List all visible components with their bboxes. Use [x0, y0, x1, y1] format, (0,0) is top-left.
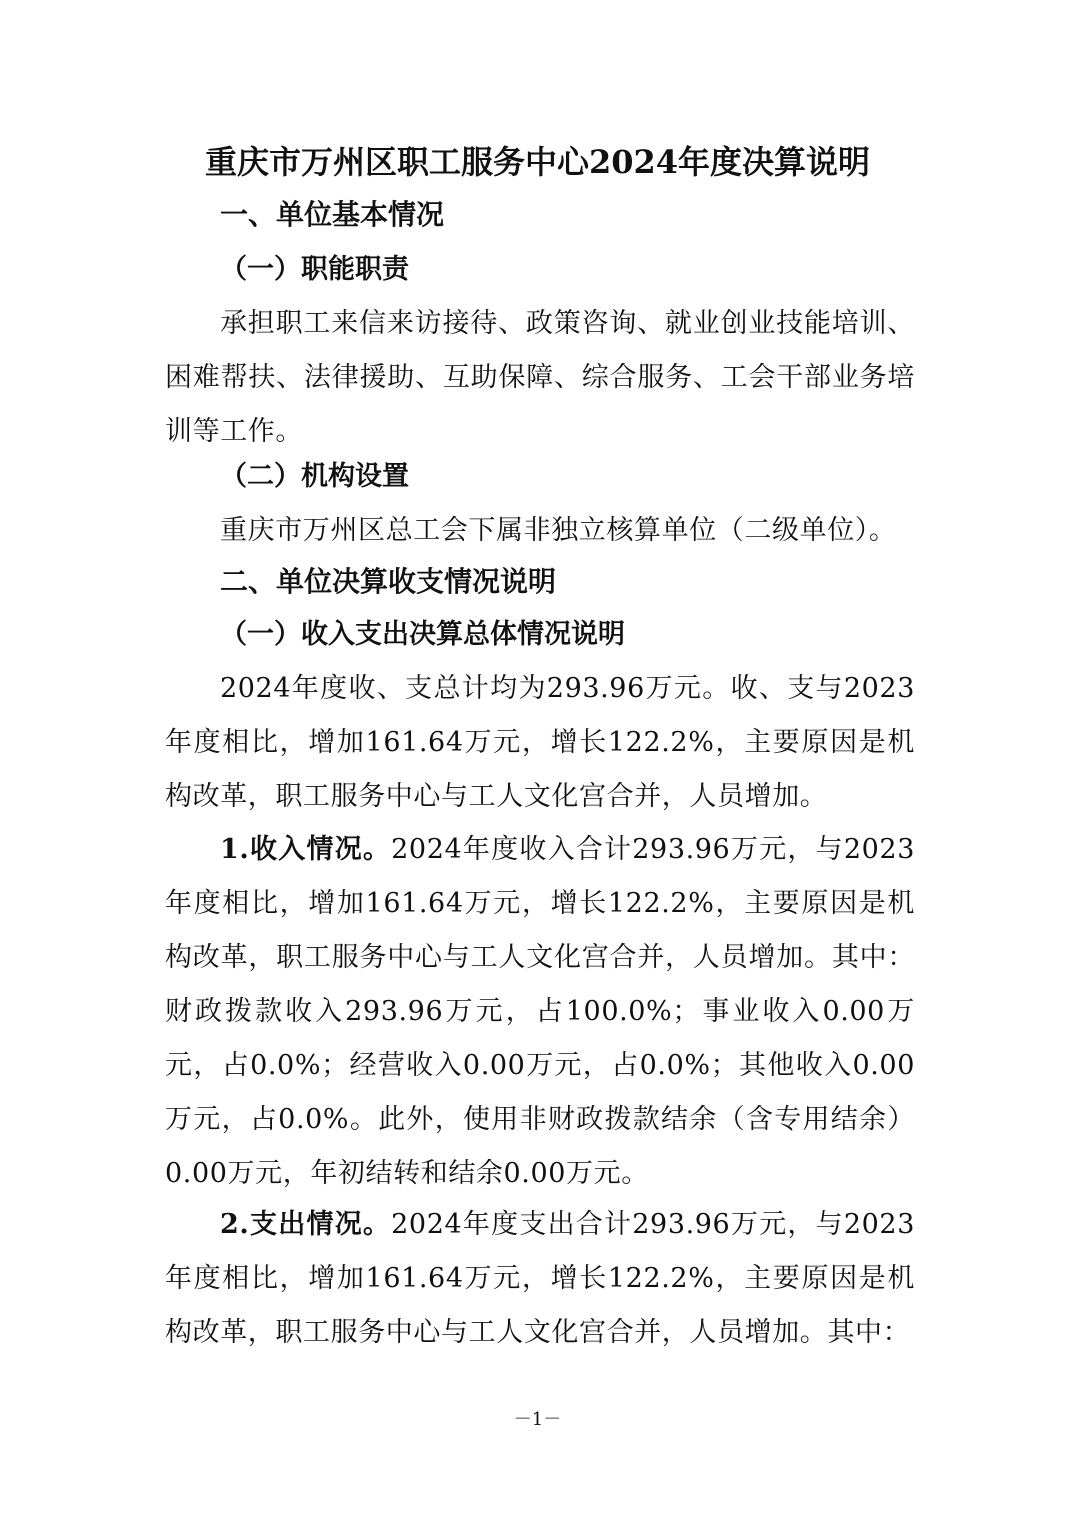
section2-heading: 二、单位决算收支情况说明: [220, 565, 557, 598]
duties-paragraph: 承担职工来信来访接待、政策咨询、就业创业技能培训、困难帮扶、法律援助、互助保障、综合服务、工会干部业务培训等工作。: [165, 308, 915, 447]
section1-sub1-heading: （一）职能职责: [220, 254, 409, 285]
income-lead: 1.收入情况。: [220, 834, 392, 865]
expense-lead: 2.支出情况。: [220, 1209, 392, 1240]
expense-text: 2024年度支出合计293.96万元，与2023年度相比，增加161.64万元，增长122.2%，主要原因是机构改革，职工服务中心与工人文化宫合并，人员增加。其中：: [165, 1209, 915, 1348]
income-paragraph: [165, 823, 915, 1201]
section1-sub2-heading: （二）机构设置: [220, 461, 409, 492]
income-text: 2024年度收入合计293.96万元，与2023年度相比，增加161.64万元，增长122.2%，主要原因是机构改革，职工服务中心与工人文化宫合并，人员增加。其中：财政拨款收入293.96万元，占100.0%；事业收入0.00万元，占0.0%；经营收入0.00万元，占0.0%；其他收入0.00万元，占0.0%。此外，使用非财政拨款结余（含专用结余）0.00万元，年初结转和结余0.00万元。: [165, 834, 915, 1189]
organization-paragraph: 重庆市万州区总工会下属非独立核算单位（二级单位）。: [220, 515, 897, 546]
section1-heading: 一、单位基本情况: [220, 198, 445, 231]
document-title: 重庆市万州区职工服务中心2024年度决算说明: [204, 143, 871, 181]
expense-paragraph: [165, 1198, 915, 1360]
page-number: －1－: [513, 1409, 562, 1430]
section2-sub1-heading: （一）收入支出决算总体情况说明: [220, 619, 625, 650]
overall-summary-paragraph: 2024年度收、支总计均为293.96万元。收、支与2023年度相比，增加161.64万元，增长122.2%，主要原因是机构改革，职工服务中心与工人文化宫合并，人员增加。: [165, 673, 915, 812]
